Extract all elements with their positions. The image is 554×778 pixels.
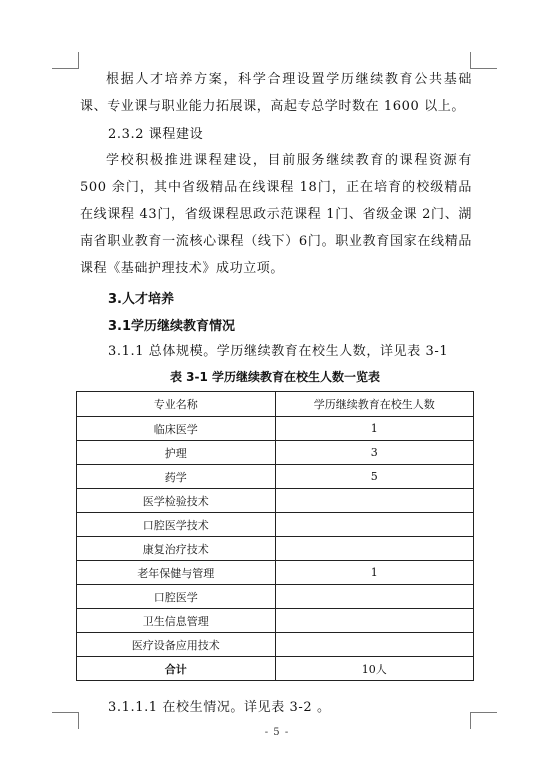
count-cell	[275, 489, 474, 513]
count-cell	[275, 585, 474, 609]
table-row	[77, 537, 474, 561]
table-row	[77, 441, 474, 465]
paragraph-3-1-1: 3.1.1 总体规模。学历继续教育在校生人数，详见表 3-1	[108, 344, 449, 359]
paragraph-3-1-1-1: 3.1.1.1 在校生情况。详见表 3-2 。	[108, 700, 331, 715]
table-row	[77, 609, 474, 633]
table-row	[77, 465, 474, 489]
major-cell: 卫生信息管理	[77, 609, 276, 633]
count-cell	[275, 513, 474, 537]
count-cell	[275, 537, 474, 561]
column-header-major: 专业名称	[77, 392, 276, 417]
table-row	[77, 561, 474, 585]
count-cell: 1	[275, 417, 474, 441]
crop-mark-top-left	[52, 52, 79, 69]
table-row	[77, 489, 474, 513]
count-cell: 1	[275, 561, 474, 585]
major-cell: 医学检验技术	[77, 489, 276, 513]
major-cell: 护理	[77, 441, 276, 465]
total-label-cell: 合计	[77, 657, 276, 681]
table-row	[77, 513, 474, 537]
paragraph-course-construction: 学校积极推进课程建设，目前服务继续教育的课程资源有 500 余门，其中省级精品在线课程 18门，正在培育的校级精品在线课程 43门，省级课程思政示范课程 1门、省级金课 2门、湖南省职业教育一流核心课程（线下）6门。职业教育国家在线精品课程《基础护理技术》成功立项。	[80, 153, 472, 276]
major-cell: 医疗设备应用技术	[77, 633, 276, 657]
paragraph-curriculum-plan: 根据人才培养方案，科学合理设置学历继续教育公共基础课、专业课与职业能力拓展课，高起专总学时数在 1600 以上。	[80, 72, 472, 114]
count-cell: 3	[275, 441, 474, 465]
table-caption: 表 3-1 学历继续教育在校生人数一览表	[169, 370, 381, 384]
table-row	[77, 633, 474, 657]
major-cell: 口腔医学技术	[77, 513, 276, 537]
section-heading-2-3-2: 2.3.2 课程建设	[108, 127, 204, 142]
column-header-count: 学历继续教育在校生人数	[275, 392, 474, 417]
section-heading-3: 3.人才培养	[108, 292, 174, 307]
count-cell: 5	[275, 465, 474, 489]
crop-mark-top-right	[470, 52, 497, 69]
enrollment-table	[76, 391, 474, 681]
major-cell: 老年保健与管理	[77, 561, 276, 585]
major-cell: 临床医学	[77, 417, 276, 441]
table-total-row	[77, 657, 474, 681]
table-row	[77, 585, 474, 609]
table-row	[77, 417, 474, 441]
count-cell	[275, 609, 474, 633]
section-heading-3-1: 3.1学历继续教育情况	[108, 319, 236, 334]
count-cell	[275, 633, 474, 657]
total-value-cell: 10人	[275, 657, 474, 681]
major-cell: 口腔医学	[77, 585, 276, 609]
page-number: - 5 -	[264, 727, 290, 738]
major-cell: 康复治疗技术	[77, 537, 276, 561]
major-cell: 药学	[77, 465, 276, 489]
table-header-row	[77, 392, 474, 417]
